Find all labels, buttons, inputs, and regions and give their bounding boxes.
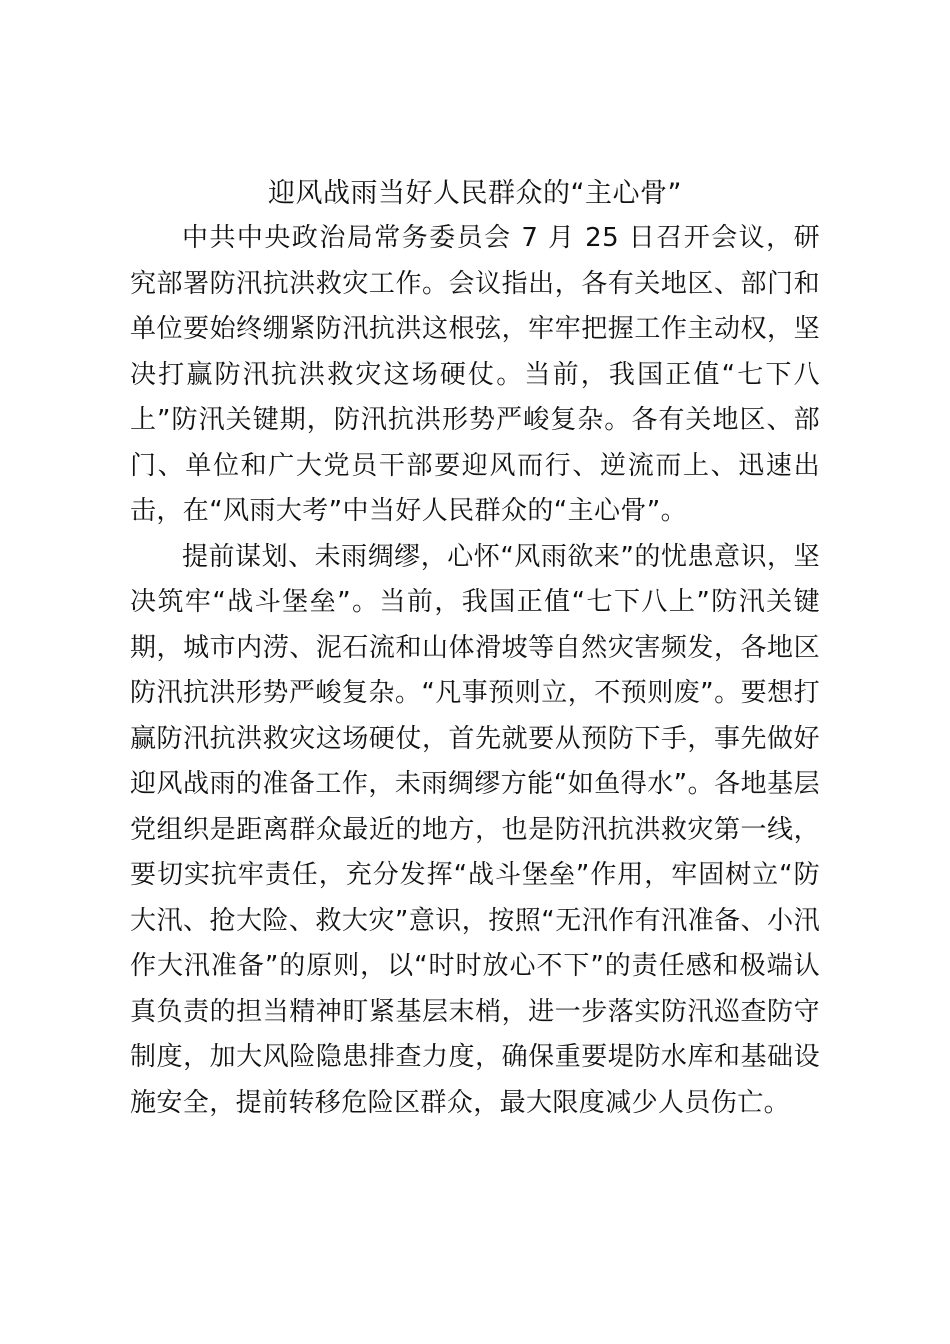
document-page [130, 172, 820, 1126]
document-title: 迎风战雨当好人民群众的“主心骨” [268, 178, 682, 209]
paragraph-2: 提前谋划、未雨绸缪，心怀“风雨欲来”的忧患意识，坚决筑牢“战斗堡垒”。当前，我国正值“七下八上”防汛关键期，城市内涝、泥石流和山体滑坡等自然灾害频发，各地区防汛抗洪形势严峻复杂。“凡事预则立，不预则废”。要想打赢防汛抗洪救灾这场硬仗，首先就要从预防下手，事先做好迎风战雨的准备工作，未雨绸缪方能“如鱼得水”。各地基层党组织是距离群众最近的地方，也是防汛抗洪救灾第一线，要切实抗牢责任，充分发挥“战斗堡垒”作用，牢固树立“防大汛、抢大险、救大灾”意识，按照“无汛作有汛准备、小汛作大汛准备”的原则，以“时时放心不下”的责任感和极端认真负责的担当精神盯紧基层末梢，进一步落实防汛巡查防守制度，加大风险隐患排查力度，确保重要堤防水库和基础设施安全，提前转移危险区群众，最大限度减少人员伤亡。 [130, 541, 820, 1118]
paragraph-1: 中共中央政治局常务委员会 7 月 25 日召开会议，研究部署防汛抗洪救灾工作。会议指出，各有关地区、部门和单位要始终绷紧防汛抗洪这根弦，牢牢把握工作主动权，坚决打赢防汛抗洪救灾这场硬仗。当前，我国正值“七下八上”防汛关键期，防汛抗洪形势严峻复杂。各有关地区、部门、单位和广大党员干部要迎风而行、逆流而上、迅速出击，在“风雨大考”中当好人民群众的“主心骨”。 [130, 223, 820, 526]
